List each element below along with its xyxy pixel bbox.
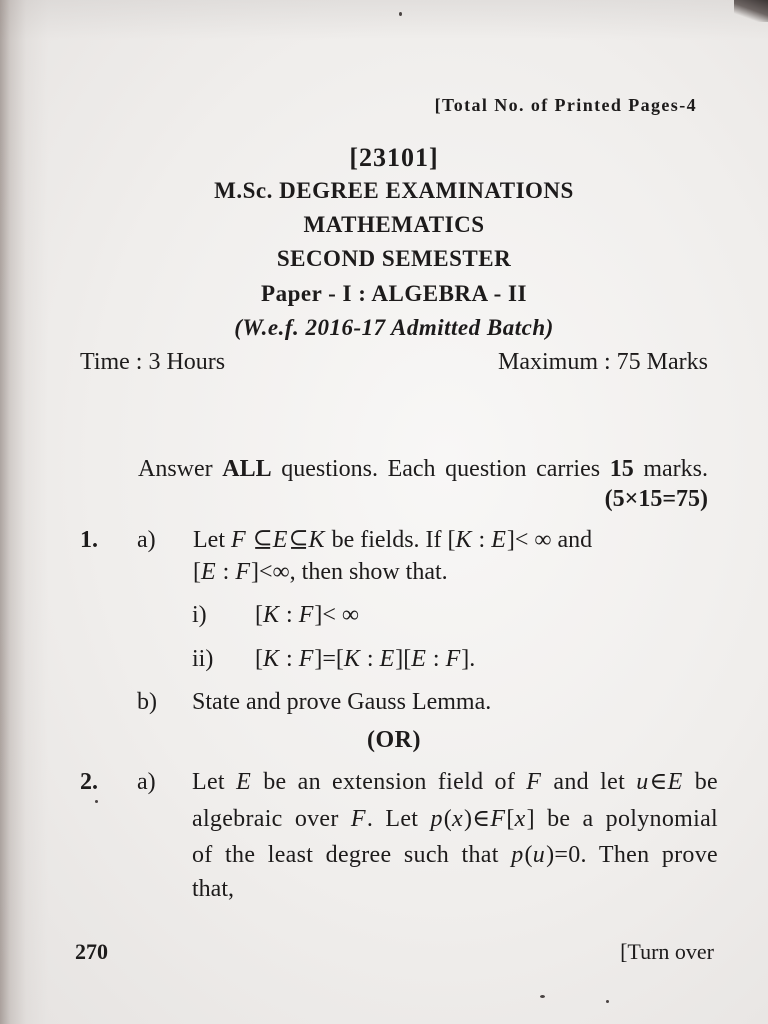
text-segment: algebraic over [192,806,351,832]
text-segment: : [360,646,380,672]
text-segment: ]. [461,646,476,672]
paper-speck [606,1000,609,1003]
turn-over-note: [Turn over [620,939,714,964]
time-allowed: Time : 3 Hours [80,349,226,375]
text-segment: Let [193,527,231,553]
text-segment: : [216,559,236,585]
question-2a-label: a) [137,769,156,795]
exam-code: [23101] [349,143,439,172]
subject-title: MATHEMATICS [303,212,485,237]
emphasis-segment: F [298,646,314,672]
page-corner-shadow [734,0,768,22]
paper-title: Paper - I : ALGEBRA - II [261,281,527,306]
emphasis-segment: E [201,559,216,585]
text-segment: and let [542,769,637,795]
text-segment: [ [255,646,263,672]
marks-scheme: (5×15=75) [604,486,708,512]
emphasis-segment: F [350,806,366,832]
text-segment: questions. Each question carries [271,456,610,482]
text-segment: [ [255,602,263,628]
emphasis-segment: 15 [609,456,634,482]
text-segment: be fields. If [ [325,527,456,553]
text-segment: ( [524,842,533,868]
text-segment: ] be a polynomial [526,806,718,832]
text-segment: ⊆ [246,527,273,553]
question-1a-i-text [255,601,359,630]
emphasis-segment: E [236,769,252,795]
emphasis-segment: F [445,646,461,672]
page-code: 270 [75,939,108,964]
question-1-number: 1. [80,527,98,553]
emphasis-segment: K [308,527,325,553]
or-separator: (OR) [367,727,421,753]
text-segment: be [683,769,718,795]
text-segment: ][ [395,646,412,672]
text-segment: Let [192,769,237,795]
emphasis-segment: E [272,527,288,553]
question-1b-label: b) [137,689,157,715]
text-segment: [ [506,806,515,832]
emphasis-segment: F [230,527,246,553]
text-segment: ]< ∞ and [506,527,593,553]
emphasis-segment: K [263,646,280,672]
emphasis-segment: x [452,806,463,832]
text-segment: ]<∞, then show that. [251,559,448,585]
question-1a-ii-label: ii) [192,646,214,672]
emphasis-segment: F [490,806,506,832]
text-segment: of the least degree such that [192,842,512,868]
text-segment: [ [193,559,201,585]
emphasis-segment: p [430,806,443,832]
question-2a-line-4: that, [192,876,234,902]
text-segment: : [472,527,492,553]
question-1a-label: a) [137,527,156,553]
text-segment: . Let [366,806,431,832]
text-segment: Answer [138,456,223,482]
text-segment: )∈ [464,806,491,832]
instructions [138,455,708,484]
emphasis-segment: p [511,842,524,868]
exam-title: M.Sc. DEGREE EXAMINATIONS [214,178,574,203]
question-1a-i-label: i) [192,602,207,628]
question-1a-line-2 [193,558,448,587]
emphasis-segment: E [411,646,426,672]
question-1a-ii-text [255,645,475,674]
text-segment: : [426,646,446,672]
question-2a-line-3 [192,841,718,870]
maximum-marks: Maximum : 75 Marks [498,349,708,375]
emphasis-segment: F [235,559,251,585]
batch-note: (W.e.f. 2016-17 Admitted Batch) [234,315,554,340]
text-segment: ]=[ [314,646,344,672]
emphasis-segment: E [667,769,683,795]
paper-speck [95,800,98,803]
emphasis-segment: K [455,527,472,553]
emphasis-segment: u [532,842,546,868]
emphasis-segment: u [636,769,649,795]
question-2a-line-2 [192,805,718,834]
emphasis-segment: E [379,646,395,672]
emphasis-segment: K [263,602,280,628]
paper-speck [540,995,545,998]
emphasis-segment: F [298,602,314,628]
text-segment: marks. [633,456,708,482]
emphasis-segment: ALL [222,456,272,482]
emphasis-segment: E [491,527,506,553]
text-segment: : [280,602,299,628]
text-segment: : [280,646,299,672]
paper-speck [399,12,402,16]
question-1b-text: State and prove Gauss Lemma. [192,689,492,715]
text-segment: ∈ [649,769,668,795]
emphasis-segment: K [343,646,360,672]
emphasis-segment: x [514,806,526,832]
text-segment: )=0. Then prove [546,842,718,868]
printed-pages-note: [Total No. of Printed Pages-4 [434,95,697,115]
emphasis-segment: F [526,769,542,795]
text-segment: ]< ∞ [314,602,359,628]
question-2-number: 2. [80,769,98,795]
text-segment: ⊆ [288,527,309,553]
text-segment: be an extension field of [252,769,527,795]
semester-title: SECOND SEMESTER [276,246,512,271]
question-1a-line-1 [193,526,592,555]
question-2a-line-1 [192,768,718,797]
text-segment: ( [443,806,453,832]
